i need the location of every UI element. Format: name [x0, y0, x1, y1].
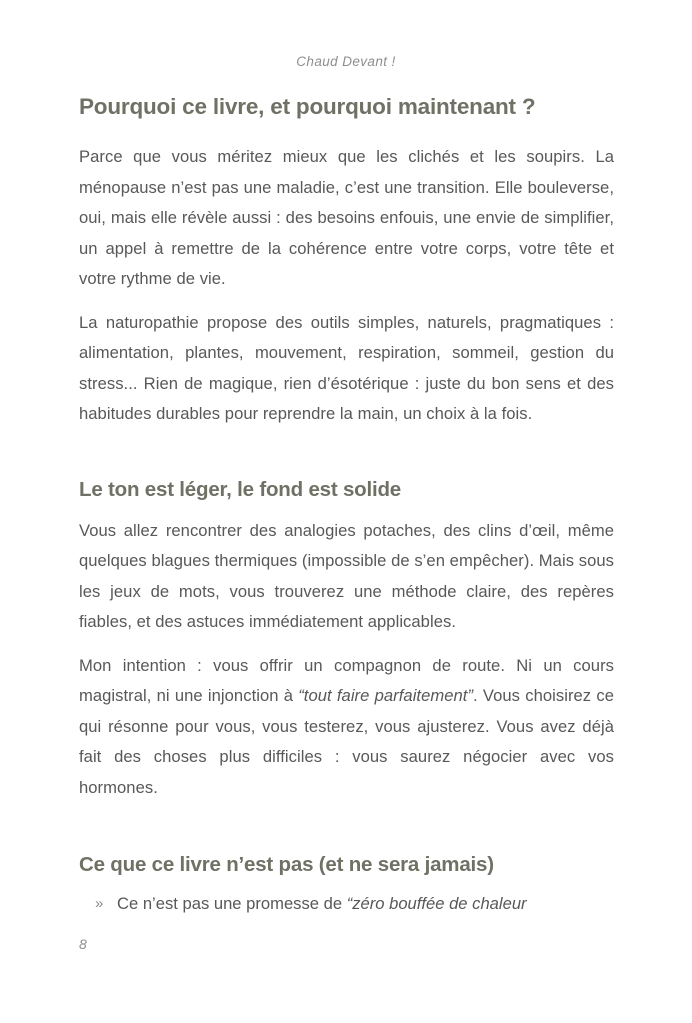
page-content [79, 92, 614, 920]
list-item-text: Ce n’est pas une promesse de [117, 894, 347, 913]
page-number: 8 [79, 936, 87, 952]
paragraph-2-2 [79, 651, 614, 804]
paragraph-1-1: Parce que vous méritez mieux que les clichés et les soupirs. La ménopause n’est pas une maladie, c’est une transition. Elle bouleverse, oui, mais elle révèle aussi : des besoins enfouis, une envie de simplifier, un appel à remettre de la cohérence entre votre corps, votre tête et votre rythme de vie. [79, 147, 614, 288]
paragraph-2-1: Vous allez rencontrer des analogies potaches, des clins d’œil, même quelques blagues thermiques (impossible de s’en empêcher). Mais sous les jeux de mots, vous trouverez une méthode claire, des repères fiables, et des astuces immédiatement applicables. [79, 520, 614, 631]
list-item [79, 889, 614, 920]
paragraph-1-2: La naturopathie propose des outils simples, naturels, pragmatiques : alimentation, plantes, mouvement, respiration, sommeil, gestion du stress... Rien de magique, rien d’ésotérique : juste du bon sens et des habitudes durables pour reprendre la main, un choix à la fois. [79, 312, 614, 423]
paragraph-2-2-part1: Mon intention : vous offrir un compagnon de route. Ni un cours magistral, ni une injonction à [79, 655, 614, 705]
section-heading-1: Pourquoi ce livre, et pourquoi maintenant ? [79, 94, 536, 119]
bullet-list [79, 889, 614, 920]
bullet-marker-icon: » [95, 895, 104, 912]
section-heading-2: Le ton est léger, le fond est solide [79, 477, 402, 501]
paragraph-2-2-quote: “tout faire parfaitement” [298, 686, 474, 705]
running-header: Chaud Devant ! [296, 54, 396, 69]
section-heading-3: Ce que ce livre n’est pas (et ne sera jamais) [79, 853, 494, 876]
list-item-quote: “zéro bouffée de chaleur [346, 894, 527, 913]
paragraph-2-2-part2: . Vous choisirez ce qui résonne pour vous, vous testerez, vous ajusterez. Vous avez déjà fait des choses plus difficiles : vous saurez négocier avec vos hormones. [79, 686, 614, 797]
